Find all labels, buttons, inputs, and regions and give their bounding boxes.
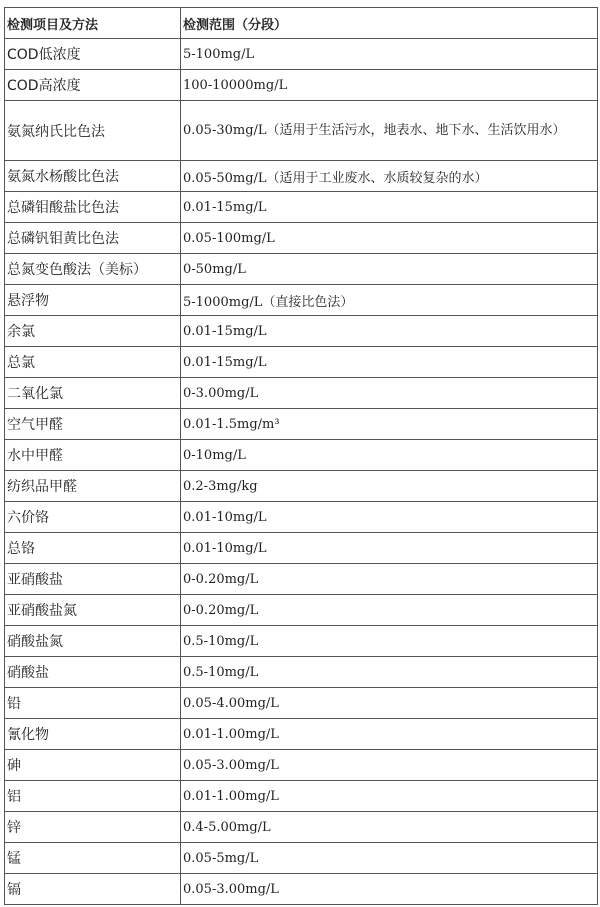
item-cell: 空气甲醛: [5, 409, 181, 440]
table-row: [5, 39, 598, 70]
table-row: [5, 223, 598, 254]
table-row: [5, 502, 598, 533]
item-cell: 总铬: [5, 533, 181, 564]
range-cell: 0.4-5.00mg/L: [181, 812, 598, 843]
table-row: [5, 254, 598, 285]
table-row: [5, 347, 598, 378]
table-row: [5, 533, 598, 564]
table-row: [5, 564, 598, 595]
item-cell: 总磷钼酸盐比色法: [5, 192, 181, 223]
range-cell: 0.5-10mg/L: [181, 657, 598, 688]
range-cell: 0.01-1.5mg/m³: [181, 409, 598, 440]
range-cell: 0.01-1.00mg/L: [181, 781, 598, 812]
item-cell: 氨氮纳氏比色法: [5, 101, 181, 161]
item-cell: 悬浮物: [5, 285, 181, 316]
table-row: [5, 595, 598, 626]
table-row: [5, 70, 598, 101]
table-row: [5, 161, 598, 192]
item-cell: 水中甲醛: [5, 440, 181, 471]
range-cell: 0-0.20mg/L: [181, 564, 598, 595]
item-cell: 氰化物: [5, 719, 181, 750]
range-cell: 0-3.00mg/L: [181, 378, 598, 409]
range-cell: 0.5-10mg/L: [181, 626, 598, 657]
range-cell: 0.01-1.00mg/L: [181, 719, 598, 750]
range-cell: 0-0.20mg/L: [181, 595, 598, 626]
table-row: [5, 688, 598, 719]
table-header-row: [5, 8, 598, 39]
range-cell: 100-10000mg/L: [181, 70, 598, 101]
range-cell: 0.05-5mg/L: [181, 843, 598, 874]
table-row: [5, 874, 598, 905]
item-cell: 氨氮水杨酸比色法: [5, 161, 181, 192]
range-cell: 0.05-4.00mg/L: [181, 688, 598, 719]
item-cell: 二氧化氯: [5, 378, 181, 409]
item-cell: 锌: [5, 812, 181, 843]
table-row: [5, 285, 598, 316]
item-cell: 铅: [5, 688, 181, 719]
item-cell: 总氮变色酸法（美标）: [5, 254, 181, 285]
table-row: [5, 812, 598, 843]
table-row: [5, 843, 598, 874]
item-cell: 总磷钒钼黄比色法: [5, 223, 181, 254]
range-cell: 0.05-3.00mg/L: [181, 874, 598, 905]
item-cell: 纺织品甲醛: [5, 471, 181, 502]
table-row: [5, 781, 598, 812]
item-cell: 亚硝酸盐: [5, 564, 181, 595]
item-cell: 锰: [5, 843, 181, 874]
range-cell: 5-1000mg/L（直接比色法）: [181, 285, 598, 316]
range-cell: 0.01-15mg/L: [181, 316, 598, 347]
range-cell: 0.05-30mg/L（适用于生活污水，地表水、地下水、生活饮用水）: [181, 101, 598, 161]
table-row: [5, 440, 598, 471]
detection-spec-table: [4, 7, 598, 905]
item-cell: 六价铬: [5, 502, 181, 533]
table-row: [5, 750, 598, 781]
item-cell: 硝酸盐氮: [5, 626, 181, 657]
range-cell: 0.05-3.00mg/L: [181, 750, 598, 781]
header-range: 检测范围（分段）: [181, 8, 598, 39]
table-row: [5, 657, 598, 688]
table-row: [5, 626, 598, 657]
table-row: [5, 101, 598, 161]
item-cell: COD低浓度: [5, 39, 181, 70]
table-row: [5, 192, 598, 223]
range-cell: 5-100mg/L: [181, 39, 598, 70]
table-row: [5, 719, 598, 750]
range-cell: 0.01-15mg/L: [181, 192, 598, 223]
range-cell: 0.01-10mg/L: [181, 533, 598, 564]
range-cell: 0.2-3mg/kg: [181, 471, 598, 502]
item-cell: 铝: [5, 781, 181, 812]
item-cell: 砷: [5, 750, 181, 781]
item-cell: 余氯: [5, 316, 181, 347]
header-item: 检测项目及方法: [5, 8, 181, 39]
item-cell: 亚硝酸盐氮: [5, 595, 181, 626]
range-cell: 0.01-10mg/L: [181, 502, 598, 533]
range-cell: 0-10mg/L: [181, 440, 598, 471]
item-cell: 硝酸盐: [5, 657, 181, 688]
item-cell: 镉: [5, 874, 181, 905]
range-cell: 0-50mg/L: [181, 254, 598, 285]
table-row: [5, 471, 598, 502]
table-row: [5, 409, 598, 440]
range-cell: 0.05-50mg/L（适用于工业废水、水质较复杂的水）: [181, 161, 598, 192]
range-cell: 0.01-15mg/L: [181, 347, 598, 378]
item-cell: COD高浓度: [5, 70, 181, 101]
item-cell: 总氯: [5, 347, 181, 378]
range-cell: 0.05-100mg/L: [181, 223, 598, 254]
table-row: [5, 378, 598, 409]
table-row: [5, 316, 598, 347]
